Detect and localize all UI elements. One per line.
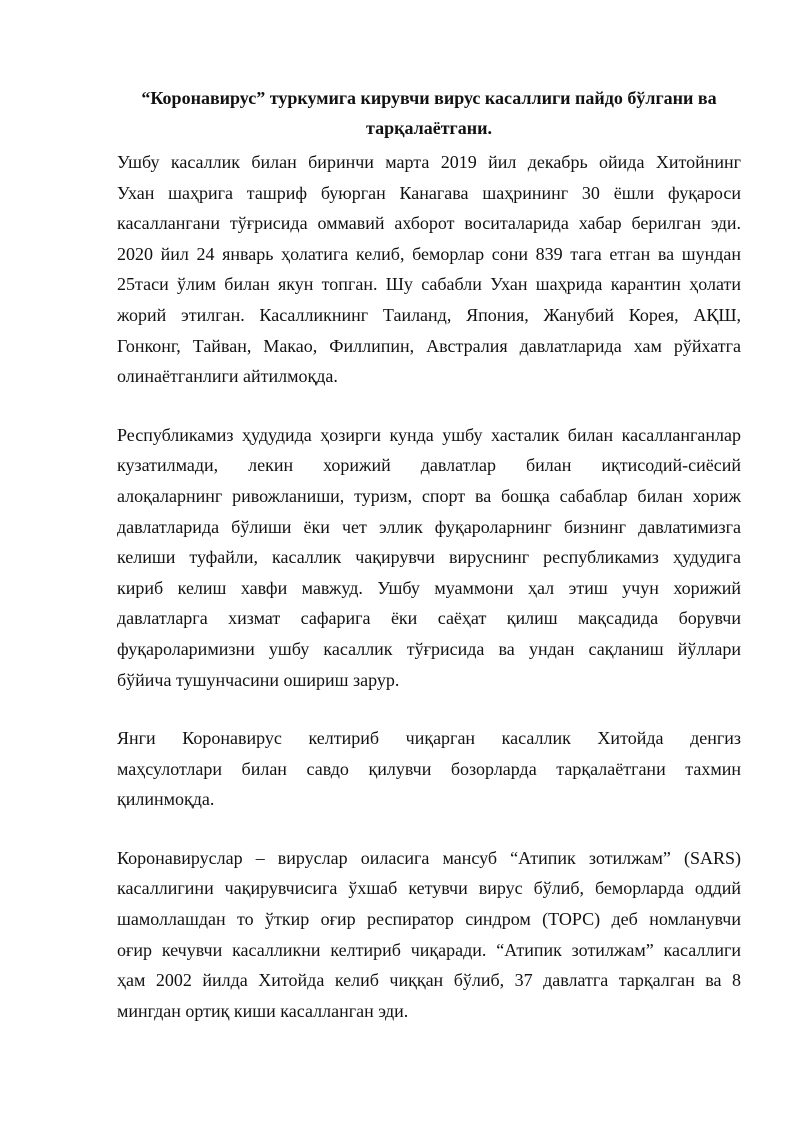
document-title — [117, 83, 741, 143]
paragraph-3 — [117, 723, 741, 815]
paragraph-line: келиши туфайли, касаллик чақирувчи вируснинг республикамиз ҳудудига — [117, 547, 741, 568]
paragraph-line: жорий этилган. Касалликнинг Таиланд, Япония, Жанубий Корея, АҚШ, — [117, 304, 741, 325]
paragraph-line: Ушбу касаллик билан биринчи марта 2019 йил декабрь ойида Хитойнинг — [117, 152, 741, 172]
paragraph-line: давлатларга хизмат сафарига ёки саёҳат қилиш мақсадида борувчи — [117, 608, 741, 629]
document-body — [117, 83, 741, 1026]
paragraph-line: Республикамиз ҳудудида ҳозирги кунда ушбу хасталик билан касалланганлар — [117, 424, 741, 445]
paragraph-line: мингдан ортиқ киши касалланган эди. — [117, 1000, 409, 1021]
paragraph-line: қилинмоқда. — [117, 789, 215, 810]
paragraph-line: бўйича тушунчасини ошириш зарур. — [117, 669, 400, 690]
paragraph-line: Гонконг, Тайван, Макао, Филлипин, Австралия давлатларида хам рўйхатга — [117, 335, 741, 356]
paragraph-line: оғир кечувчи касалликни келтириб чиқаради. “Атипик зотилжам” касаллиги — [117, 939, 741, 960]
paragraph-spacer — [117, 392, 741, 420]
title-line: “Коронавирус” туркумига кирувчи вирус касаллиги пайдо бўлгани ва — [141, 88, 717, 108]
paragraph-line: Ухан шаҳрига ташриф буюрган Канагава шаҳрининг 30 ёшли фуқароси — [117, 182, 741, 203]
paragraph-line: 25таси ўлим билан якун топган. Шу сабабли Ухан шаҳрида карантин ҳолати — [117, 274, 741, 295]
paragraph-1 — [117, 147, 741, 392]
paragraph-spacer — [117, 815, 741, 843]
paragraph-line: ҳам 2002 йилда Хитойда келиб чиққан бўлиб, 37 давлатга тарқалган ва 8 — [117, 970, 741, 991]
paragraph-line: Янги Коронавирус келтириб чиқарган касаллик Хитойда денгиз — [117, 728, 741, 749]
paragraph-line: маҳсулотлари билан савдо қилувчи бозорларда тарқалаётгани тахмин — [117, 758, 741, 779]
paragraph-line: давлатларида бўлиши ёки чет эллик фуқароларнинг бизнинг давлатимизга — [117, 516, 741, 537]
paragraph-line: касаллигини чақирувчисига ўхшаб кетувчи вирус бўлиб, беморларда оддий — [117, 878, 741, 899]
paragraph-line: кузатилмади, лекин хорижий давлатлар билан иқтисодий-сиёсий — [117, 455, 741, 476]
paragraph-line: шамоллашдан то ўткир оғир респиратор синдром (ТОРС) деб номланувчи — [117, 909, 741, 930]
paragraph-line: алоқаларнинг ривожланиши, туризм, спорт ва бошқа сабаблар билан хориж — [117, 485, 741, 506]
paragraph-line: 2020 йил 24 январь ҳолатига келиб, беморлар сони 839 тага етган ва шундан — [117, 243, 741, 264]
paragraph-line: кириб келиш хавфи мавжуд. Ушбу муаммони ҳал этиш учун хорижий — [117, 577, 741, 598]
paragraph-line: фуқароларимизни ушбу касаллик тўғрисида ва ундан сақланиш йўллари — [117, 638, 741, 659]
paragraph-4 — [117, 843, 741, 1027]
title-line: тарқалаётгани. — [366, 118, 492, 138]
paragraph-spacer — [117, 695, 741, 723]
paragraph-2 — [117, 420, 741, 695]
paragraph-line: касаллангани тўғрисида оммавий ахборот воситаларида хабар берилган эди. — [117, 213, 741, 234]
paragraph-line: олинаётганлиги айтилмоқда. — [117, 366, 338, 387]
paragraph-line: Коронавируслар – вируслар оиласига мансуб “Атипик зотилжам” (SARS) — [117, 847, 741, 868]
